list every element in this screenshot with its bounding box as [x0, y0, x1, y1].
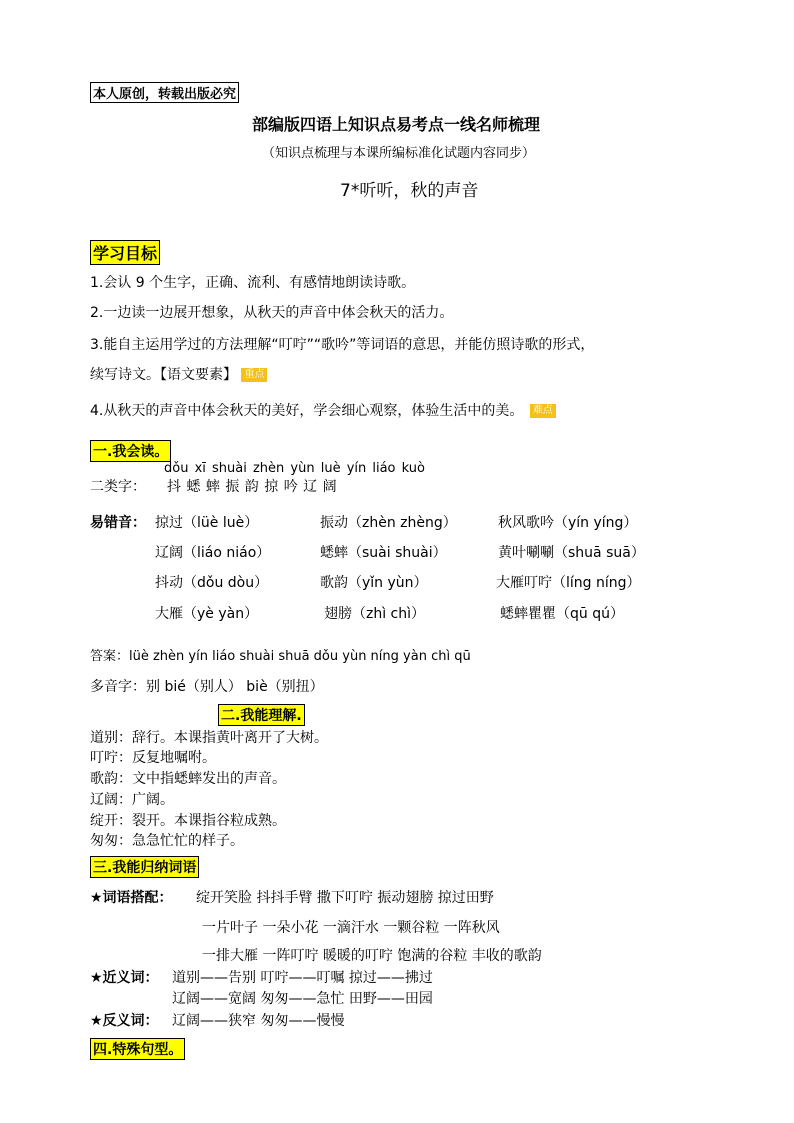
yicuo-r4-c3: 蟋蟀瞿瞿（qū qú） — [500, 606, 624, 622]
def-item-6: 匆匆：急急忙忙的样子。 — [90, 833, 244, 849]
collocation-row-1: 绽开笑脸 抖抖手臂 撒下叮咛 振动翅膀 掠过田野 — [196, 890, 494, 906]
doc-subtitle: （知识点梳理与本课所编标准化试题内容同步） — [262, 146, 536, 161]
antonym-row: 辽阔——狭窄 匆匆——慢慢 — [172, 1013, 345, 1029]
collocation-row-3: 一排大雁 一阵叮咛 暖暖的叮咛 饱满的谷粒 丰收的歌韵 — [202, 948, 542, 964]
yicuo-r3-c2: 歌韵（yǐn yùn） — [320, 575, 428, 591]
pinyin-line: dǒu xī shuài zhèn yùn luè yín liáo kuò — [164, 461, 425, 476]
understand-heading: 二.我能理解. — [218, 704, 305, 726]
erlei-chars: 抖 蟋 蟀 振 韵 掠 吟 辽 阔 — [167, 479, 337, 495]
def-item-4: 辽阔：广阔。 — [90, 792, 174, 808]
words-heading: 三.我能归纳词语 — [90, 856, 199, 878]
yicuo-r3-c3: 大雁叮咛（líng níng） — [496, 575, 641, 591]
goal-item-3-cont-text: 续写诗文。【语文要素】 — [90, 367, 237, 383]
def-item-5: 绽开：裂开。本课指谷粒成熟。 — [90, 813, 286, 829]
yicuo-r1-c3: 秋风歌吟（yín yíng） — [498, 515, 638, 531]
synonym-row-2: 辽阔——宽阔 匆匆——急忙 田野——田园 — [172, 991, 433, 1007]
key-point-tag: 重点 — [241, 368, 267, 382]
yicuo-r2-c3: 黄叶唰唰（shuā suā） — [498, 545, 645, 561]
goals-heading: 学习目标 — [90, 240, 160, 265]
answer-line: 答案：lüè zhèn yín liáo shuài shuā dǒu yùn níng yàn chì qū — [90, 649, 471, 664]
collocation-row-2: 一片叶子 一朵小花 一滴汗水 一颗谷粒 一阵秋风 — [202, 920, 500, 936]
collocation-label: ★词语搭配： — [90, 890, 173, 906]
yicuo-r2-c1: 辽阔（liáo niáo） — [155, 545, 271, 561]
difficult-point-tag: 难点 — [530, 404, 556, 418]
erlei-label: 二类字： — [90, 479, 146, 495]
antonym-label: ★反义词： — [90, 1013, 159, 1029]
def-item-3: 歌韵：文中指蟋蟀发出的声音。 — [90, 771, 286, 787]
polyphone-line: 多音字：别 bié（别人） biè（别扭） — [90, 679, 324, 695]
lesson-title: 7*听听，秋的声音 — [340, 181, 479, 201]
doc-title: 部编版四语上知识点易考点一线名师梳理 — [252, 115, 541, 134]
yicuo-r1-c2: 振动（zhèn zhèng） — [320, 515, 457, 531]
yicuo-label: 易错音： — [90, 515, 146, 531]
yicuo-r4-c2: 翅膀（zhì chì） — [324, 606, 426, 622]
yicuo-r1-c1: 掠过（lüè luè） — [155, 515, 259, 531]
yicuo-r2-c2: 蟋蟀（suài shuài） — [320, 545, 447, 561]
copyright-notice: 本人原创，转载出版必究 — [90, 82, 239, 103]
goal-item-3-cont — [90, 364, 267, 384]
synonym-row-1: 道别——告别 叮咛——叮嘱 掠过——拂过 — [172, 970, 433, 986]
synonym-label: ★近义词： — [90, 970, 159, 986]
def-item-2: 叮咛：反复地嘱咐。 — [90, 750, 216, 766]
goal-item-2: 2.一边读一边展开想象，从秋天的声音中体会秋天的活力。 — [90, 305, 454, 321]
goal-item-3: 3.能自主运用学过的方法理解“叮咛”“歌吟”等词语的意思，并能仿照诗歌的形式， — [90, 337, 595, 353]
yicuo-r3-c1: 抖动（dǒu dòu） — [155, 575, 269, 591]
yicuo-r4-c1: 大雁（yè yàn） — [155, 606, 259, 622]
goal-item-4 — [90, 400, 556, 420]
goal-item-4-text: 4.从秋天的声音中体会秋天的美好，学会细心观察，体验生活中的美。 — [90, 403, 524, 419]
goal-item-1: 1.会认 9 个生字，正确、流利、有感情地朗读诗歌。 — [90, 275, 416, 291]
special-sentence-heading: 四.特殊句型。 — [90, 1038, 185, 1060]
read-heading: 一.我会读。 — [90, 440, 171, 462]
def-item-1: 道别：辞行。本课指黄叶离开了大树。 — [90, 730, 328, 746]
